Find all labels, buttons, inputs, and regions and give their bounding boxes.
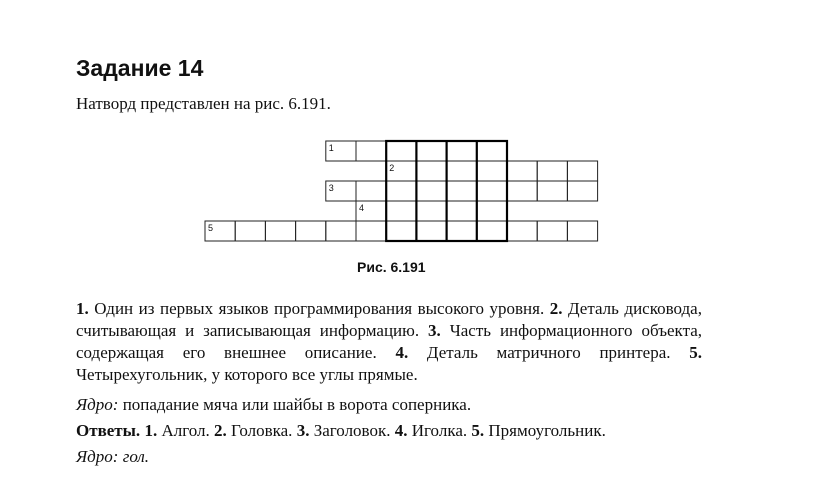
clue-text: Деталь матричного принтера. bbox=[408, 343, 690, 362]
crossword-cell bbox=[356, 181, 386, 201]
answer-text: Головка. bbox=[226, 421, 293, 440]
crossword-cell bbox=[265, 221, 295, 241]
crossword-cell bbox=[567, 181, 597, 201]
figure-caption: Рис. 6.191 bbox=[357, 259, 426, 275]
crossword-cell bbox=[447, 141, 477, 161]
clue-text: Деталь дисковода, считывающая и записывающая информацию. bbox=[76, 299, 702, 340]
crossword-cell bbox=[296, 221, 326, 241]
crossword-cell bbox=[567, 221, 597, 241]
crossword-cell bbox=[507, 221, 537, 241]
answer-number: 1. bbox=[140, 421, 158, 440]
crossword-cell bbox=[386, 141, 416, 161]
clue-text: Часть информационного объекта, содержащая его внешнее описание. bbox=[76, 321, 703, 362]
crossword-cell bbox=[447, 221, 477, 241]
core-clue bbox=[76, 394, 702, 416]
answer-number: 2. bbox=[209, 421, 227, 440]
answer-text: Алгол. bbox=[157, 421, 210, 440]
crossword-cell bbox=[477, 181, 507, 201]
answers-line bbox=[76, 420, 702, 442]
crossword-cell bbox=[356, 141, 386, 161]
crossword-cell bbox=[477, 161, 507, 181]
crossword-row-number: 2 bbox=[389, 163, 395, 173]
crossword-cell bbox=[386, 201, 416, 221]
crossword-cell bbox=[386, 181, 416, 201]
answer-text: Заголовок. bbox=[309, 421, 391, 440]
answer-text: Прямоугольник. bbox=[484, 421, 606, 440]
clue-number: 4. bbox=[395, 343, 409, 362]
crossword-row-number: 4 bbox=[359, 203, 365, 213]
task-title: Задание 14 bbox=[76, 55, 204, 81]
crossword-cell bbox=[416, 141, 446, 161]
crossword-row-number: 1 bbox=[328, 143, 334, 153]
crossword-cell bbox=[416, 161, 446, 181]
clue-text: Один из первых языков программирования высокого уровня. bbox=[88, 299, 550, 318]
clue-number: 1. bbox=[76, 299, 89, 318]
crossword-cell bbox=[416, 221, 446, 241]
crossword-cell bbox=[447, 161, 477, 181]
crossword-cell bbox=[537, 161, 567, 181]
crossword-cell bbox=[537, 221, 567, 241]
crossword-cell bbox=[356, 221, 386, 241]
answer-core-label: Ядро: bbox=[76, 447, 119, 466]
answers-label: Ответы. bbox=[76, 421, 141, 440]
answer-core-text: гол. bbox=[118, 447, 150, 466]
clue-text: Четырехугольник, у которого все углы прямые. bbox=[76, 365, 418, 384]
crossword-cell bbox=[567, 161, 597, 181]
answer-number: 4. bbox=[390, 421, 408, 440]
core-label: Ядро: bbox=[76, 395, 119, 414]
crossword-cell bbox=[326, 221, 356, 241]
core-text: попадание мяча или шайбы в ворота соперника. bbox=[118, 395, 472, 414]
crossword-cell bbox=[416, 201, 446, 221]
crossword-cell bbox=[477, 221, 507, 241]
crossword-row-number: 5 bbox=[208, 223, 214, 233]
clues-paragraph bbox=[76, 298, 702, 386]
clue-number: 3. bbox=[428, 321, 441, 340]
answer-text: Иголка. bbox=[407, 421, 468, 440]
crossword-cell bbox=[537, 181, 567, 201]
clue-number: 2. bbox=[549, 299, 563, 318]
crossword-row-number: 3 bbox=[328, 183, 334, 193]
crossword-cell bbox=[386, 221, 416, 241]
answer-core bbox=[76, 446, 702, 468]
crossword-cell bbox=[235, 221, 265, 241]
crossword-cell bbox=[447, 181, 477, 201]
crossword-cell bbox=[507, 161, 537, 181]
intro-text: Натворд представлен на рис. 6.191. bbox=[76, 94, 331, 113]
answer-number: 3. bbox=[292, 421, 310, 440]
crossword-cell bbox=[447, 201, 477, 221]
crossword-cell bbox=[507, 181, 537, 201]
answer-number: 5. bbox=[467, 421, 485, 440]
clue-number: 5. bbox=[689, 343, 702, 362]
crossword-cell bbox=[416, 181, 446, 201]
crossword-cell bbox=[477, 201, 507, 221]
